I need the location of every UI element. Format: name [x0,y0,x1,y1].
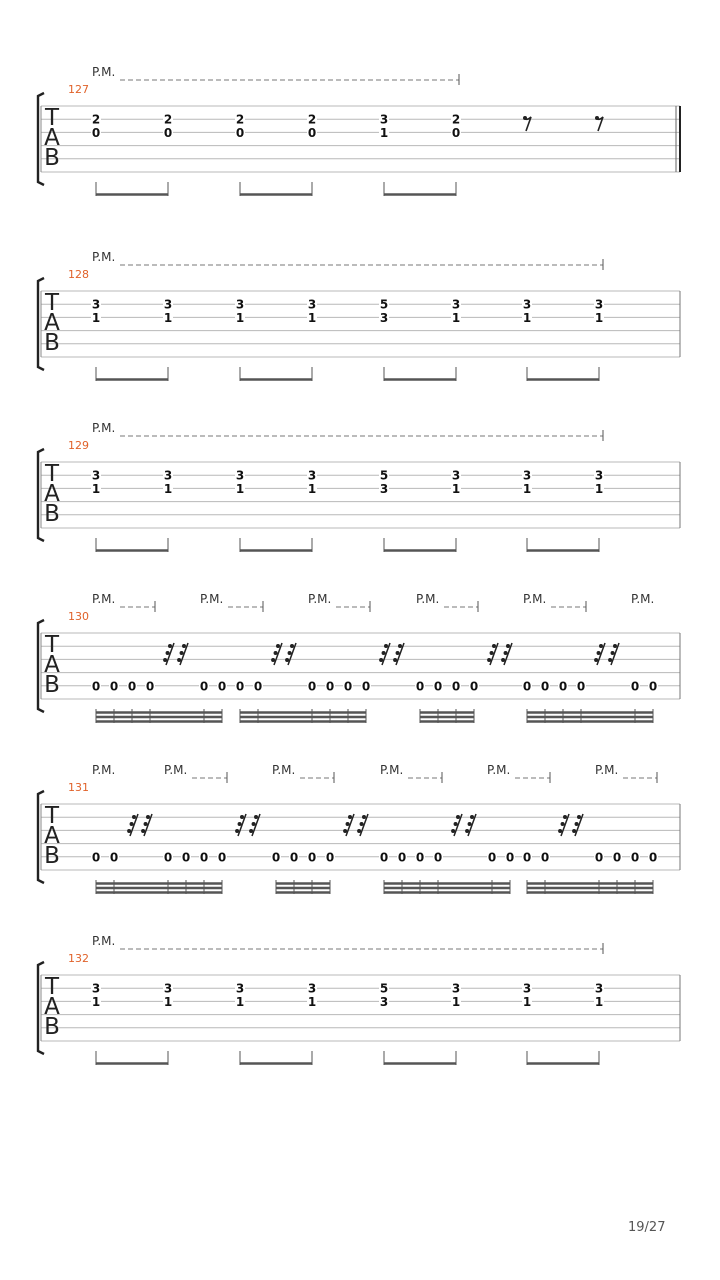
rest-flag-dot [252,822,256,826]
rest-flag-dot [597,651,601,655]
fret-number: 1 [522,481,532,496]
rest-flag-dot [235,829,239,833]
rest-flag-dot [130,822,134,826]
fret-number: 1 [235,994,245,1009]
rest-flag-dot [177,658,181,662]
fret-number: 0 [576,679,586,694]
rest-flag-dot [362,815,366,819]
fret-number: 0 [648,850,658,865]
palm-mute-label: P.M. [272,763,296,777]
fret-number: 1 [91,994,101,1009]
fret-number: 0 [199,679,209,694]
fret-number: 0 [289,850,299,865]
fret-number: 3 [235,468,245,483]
measure-number: 129 [68,439,89,452]
fret-number: 3 [594,297,604,312]
rest-flag-dot [454,822,458,826]
fret-number: 3 [307,468,317,483]
fret-number: 0 [235,125,245,140]
rest-flag-dot [141,829,145,833]
rest-flag-dot [470,815,474,819]
fret-number: 1 [307,994,317,1009]
fret-number: 1 [451,481,461,496]
rest-flag-dot [492,644,496,648]
fret-number: 2 [163,112,173,127]
fret-number: 1 [163,994,173,1009]
fret-number: 5 [379,468,389,483]
fret-number: 0 [594,850,604,865]
rest-flag-dot [274,651,278,655]
rest-flag-dot [558,829,562,833]
rest-flag-dot [451,829,455,833]
measure-number: 128 [68,268,89,281]
rest-flag-dot [575,822,579,826]
fret-number: 1 [522,994,532,1009]
fret-number: 3 [451,297,461,312]
fret-number: 0 [325,850,335,865]
tab-letter-b: B [44,145,60,171]
tab-system-131 [38,763,680,894]
fret-number: 0 [612,850,622,865]
rest-flag-dot [382,651,386,655]
fret-number: 3 [594,981,604,996]
fret-number: 3 [163,981,173,996]
fret-number: 3 [163,297,173,312]
rest-flag-dot [487,658,491,662]
fret-number: 3 [379,481,389,496]
rest-flag-dot [357,829,361,833]
rest-flag-dot [456,815,460,819]
rest-flag-dot [254,815,258,819]
tab-letter-t: T [44,632,60,658]
rest-flag-dot [146,815,150,819]
fret-number: 0 [379,850,389,865]
rest-flag-dot [379,658,383,662]
rest-flag-dot [182,644,186,648]
palm-mute-label: P.M. [416,592,440,606]
rest-flag-dot [504,651,508,655]
palm-mute-label: P.M. [92,250,116,264]
rest-flag-dot [238,822,242,826]
fret-number: 0 [307,679,317,694]
rest-flag-dot [288,651,292,655]
fret-number: 0 [145,679,155,694]
palm-mute-label: P.M. [631,592,655,606]
measure-number: 131 [68,781,89,794]
rest-flag-dot [561,822,565,826]
fret-number: 0 [415,850,425,865]
rest-flag-dot [501,658,505,662]
rest-flag-dot [465,829,469,833]
palm-mute-label: P.M. [595,763,619,777]
rest-flag-dot [613,644,617,648]
fret-number: 1 [307,310,317,325]
fret-number: 0 [487,850,497,865]
fret-number: 3 [307,297,317,312]
fret-number: 0 [127,679,137,694]
tab-letter-t: T [44,461,60,487]
fret-number: 0 [235,679,245,694]
rest-flag-dot [271,658,275,662]
fret-number: 0 [163,850,173,865]
fret-number: 1 [594,481,604,496]
fret-number: 0 [469,679,479,694]
tab-letter-a: A [44,481,60,507]
eighth-rest-dot [595,116,599,120]
fret-number: 0 [91,850,101,865]
tab-system-130 [38,592,680,723]
tab-letter-t: T [44,290,60,316]
fret-number: 3 [522,297,532,312]
rest-flag-dot [506,644,510,648]
rest-flag-dot [290,644,294,648]
tab-letter-b: B [44,501,60,527]
rest-flag-dot [346,822,350,826]
rest-flag-dot [180,651,184,655]
palm-mute-label: P.M. [92,592,116,606]
tab-letter-a: A [44,994,60,1020]
fret-number: 3 [307,981,317,996]
fret-number: 3 [379,994,389,1009]
fret-number: 0 [181,850,191,865]
rest-flag-dot [240,815,244,819]
fret-number: 3 [522,981,532,996]
fret-number: 3 [91,297,101,312]
page-number: 19/27 [628,1220,666,1235]
fret-number: 1 [379,125,389,140]
measure-number: 132 [68,952,89,965]
fret-number: 5 [379,297,389,312]
rest-flag-dot [163,658,167,662]
tab-letter-b: B [44,330,60,356]
measure-number: 127 [68,83,89,96]
fret-number: 3 [379,112,389,127]
tab-letter-t: T [44,105,60,131]
fret-number: 1 [91,310,101,325]
fret-number: 0 [630,679,640,694]
fret-number: 0 [505,850,515,865]
fret-number: 2 [91,112,101,127]
rest-flag-dot [608,658,612,662]
palm-mute-label: P.M. [487,763,511,777]
palm-mute-label: P.M. [523,592,547,606]
rest-flag-dot [599,644,603,648]
rest-flag-dot [127,829,131,833]
fret-number: 0 [109,679,119,694]
fret-number: 1 [307,481,317,496]
rest-flag-dot [594,658,598,662]
fret-number: 0 [91,125,101,140]
fret-number: 3 [235,297,245,312]
fret-number: 0 [558,679,568,694]
fret-number: 3 [522,468,532,483]
palm-mute-label: P.M. [380,763,404,777]
fret-number: 2 [307,112,317,127]
tab-system-128 [38,250,680,381]
rest-flag-dot [611,651,615,655]
tab-letter-t: T [44,974,60,1000]
fret-number: 0 [451,125,461,140]
tab-system-127 [38,65,680,196]
fret-number: 1 [163,481,173,496]
fret-number: 3 [163,468,173,483]
tab-letter-a: A [44,125,60,151]
rest-flag-dot [168,644,172,648]
fret-number: 0 [522,679,532,694]
fret-number: 1 [235,481,245,496]
palm-mute-label: P.M. [164,763,188,777]
palm-mute-label: P.M. [308,592,332,606]
fret-number: 1 [451,310,461,325]
tab-letter-b: B [44,1014,60,1040]
fret-number: 0 [307,125,317,140]
rest-flag-dot [343,829,347,833]
rest-flag-dot [166,651,170,655]
fret-number: 5 [379,981,389,996]
fret-number: 3 [594,468,604,483]
fret-number: 0 [361,679,371,694]
fret-number: 0 [91,679,101,694]
rest-flag-dot [563,815,567,819]
palm-mute-label: P.M. [92,421,116,435]
fret-number: 1 [451,994,461,1009]
rest-flag-dot [276,644,280,648]
tab-letter-b: B [44,672,60,698]
fret-number: 0 [415,679,425,694]
fret-number: 0 [433,679,443,694]
rest-flag-dot [572,829,576,833]
fret-number: 3 [91,981,101,996]
tab-system-132 [38,934,680,1065]
fret-number: 1 [235,310,245,325]
fret-number: 3 [235,981,245,996]
fret-number: 0 [307,850,317,865]
fret-number: 0 [253,679,263,694]
rest-flag-dot [249,829,253,833]
rest-flag-dot [393,658,397,662]
palm-mute-label: P.M. [92,763,116,777]
palm-mute-label: P.M. [200,592,224,606]
rest-flag-dot [490,651,494,655]
rest-flag-dot [577,815,581,819]
fret-number: 0 [217,679,227,694]
fret-number: 0 [522,850,532,865]
fret-number: 0 [630,850,640,865]
fret-number: 0 [109,850,119,865]
fret-number: 0 [163,125,173,140]
tab-letter-a: A [44,823,60,849]
fret-number: 0 [217,850,227,865]
fret-number: 3 [379,310,389,325]
tab-letter-b: B [44,843,60,869]
fret-number: 3 [451,981,461,996]
rest-flag-dot [398,644,402,648]
fret-number: 2 [235,112,245,127]
fret-number: 0 [433,850,443,865]
eighth-rest-dot [523,116,527,120]
fret-number: 0 [540,850,550,865]
fret-number: 1 [163,310,173,325]
fret-number: 3 [91,468,101,483]
fret-number: 0 [648,679,658,694]
fret-number: 1 [594,310,604,325]
rest-flag-dot [144,822,148,826]
rest-flag-dot [348,815,352,819]
rest-flag-dot [468,822,472,826]
palm-mute-label: P.M. [92,65,116,79]
measure-number: 130 [68,610,89,623]
rest-flag-dot [384,644,388,648]
fret-number: 0 [343,679,353,694]
fret-number: 0 [199,850,209,865]
fret-number: 3 [451,468,461,483]
fret-number: 0 [451,679,461,694]
fret-number: 0 [540,679,550,694]
rest-flag-dot [285,658,289,662]
rest-flag-dot [132,815,136,819]
fret-number: 1 [522,310,532,325]
tab-letter-a: A [44,310,60,336]
tab-system-129 [38,421,680,552]
rest-flag-dot [360,822,364,826]
tab-letter-a: A [44,652,60,678]
palm-mute-label: P.M. [92,934,116,948]
fret-number: 0 [271,850,281,865]
rest-flag-dot [396,651,400,655]
fret-number: 1 [91,481,101,496]
fret-number: 0 [325,679,335,694]
tab-letter-t: T [44,803,60,829]
fret-number: 0 [397,850,407,865]
fret-number: 1 [594,994,604,1009]
fret-number: 2 [451,112,461,127]
